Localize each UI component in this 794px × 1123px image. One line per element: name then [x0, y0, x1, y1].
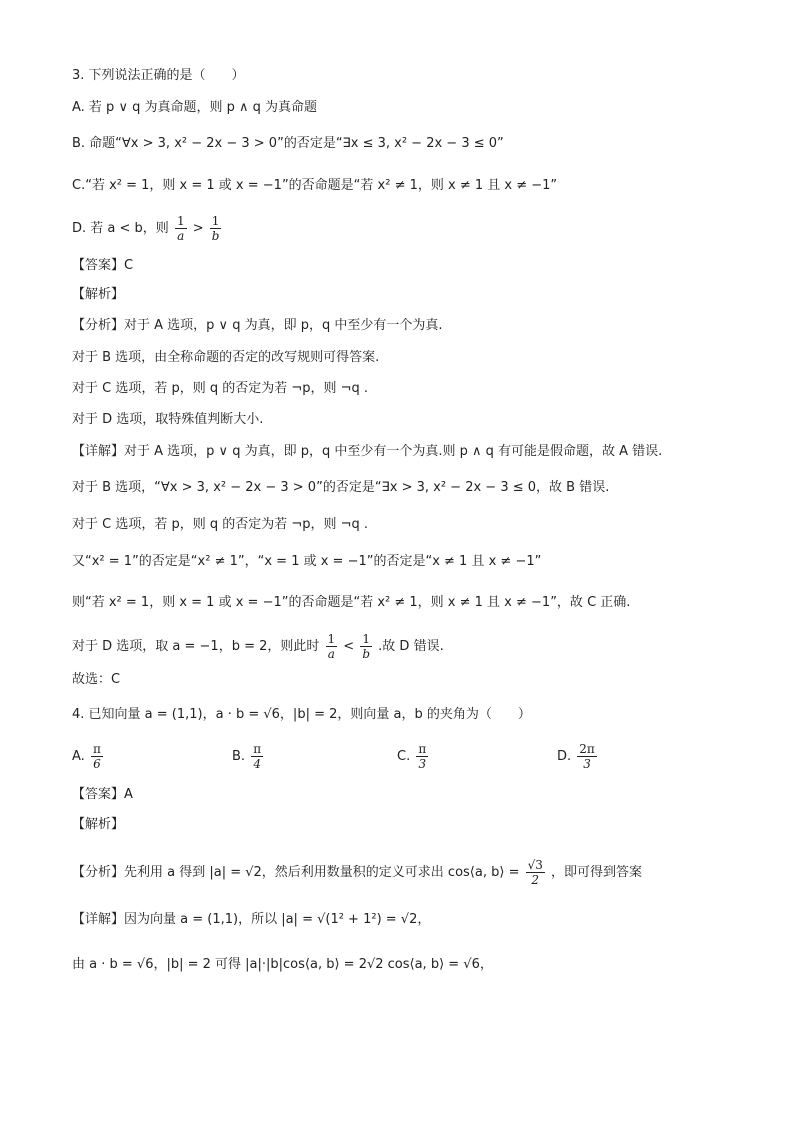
- q3-stem: 3. 下列说法正确的是（ ）: [72, 68, 245, 83]
- q3-fenxi-1: 【分析】对于 A 选项，p ∨ q 为真，即 p，q 中至少有一个为真.: [72, 318, 443, 333]
- q3-xiangjie-1: 【详解】对于 A 选项，p ∨ q 为真，即 p，q 中至少有一个为真.则 p ∧ q 有可能是假命题，故 A 错误.: [72, 444, 663, 459]
- q4-option-b: [232, 742, 265, 771]
- q3-xiangjie-6-fraction-2: $\frac{1}{b}$: [362, 632, 371, 661]
- q4-xiangjie-1: 【详解】因为向量 a = (1,1)，所以 |a| = √(1² + 1²) = √2，: [72, 912, 431, 927]
- q4-option-a: [72, 742, 105, 771]
- q4-option-c-label: C.: [397, 749, 411, 764]
- q4-option-d: [557, 742, 599, 771]
- q4-option-b-label: B.: [232, 749, 246, 764]
- q3-xiangjie-6-prefix: 对于 D 选项，取 a = −1，b = 2，则此时: [72, 639, 320, 654]
- q4-option-b-fraction: $\frac{\pi}{4}$: [253, 742, 262, 771]
- q4-option-a-fraction: $\frac{\pi}{6}$: [92, 742, 101, 771]
- q3-option-b: B. 命题“∀x > 3, x² − 2x − 3 > 0”的否定是“∃x ≤ 3, x² − 2x − 3 ≤ 0”: [72, 136, 504, 151]
- q4-option-c-fraction: $\frac{\pi}{3}$: [418, 742, 427, 771]
- q4-fenxi-fraction: $\frac{√3}{2}$: [527, 858, 543, 887]
- q4-option-a-label: A.: [72, 749, 85, 764]
- q3-option-d-prefix: D. 若 a < b，则: [72, 221, 169, 236]
- q3-option-d-fraction-1: $\frac{1}{a}$: [176, 214, 185, 243]
- q4-fenxi-prefix: 【分析】先利用 a 得到 |a| = √2，然后利用数量积的定义可求出 cos⟨a, b⟩ =: [72, 865, 520, 880]
- q3-option-d-gt: >: [192, 221, 204, 236]
- q3-option-a: A. 若 p ∨ q 为真命题，则 p ∧ q 为真命题: [72, 100, 318, 115]
- q3-xiangjie-6-fraction-1: $\frac{1}{a}$: [327, 632, 336, 661]
- q3-xiangjie-6: [72, 632, 444, 661]
- q3-option-d-fraction-2: $\frac{1}{b}$: [211, 214, 220, 243]
- q3-answer: 【答案】C: [72, 258, 134, 273]
- q3-option-d: [72, 214, 223, 243]
- q3-option-c: C.“若 x² = 1，则 x = 1 或 x = −1”的否命题是“若 x² ≠ 1，则 x ≠ 1 且 x ≠ −1”: [72, 178, 558, 193]
- q4-xiangjie-2: 由 a · b = √6，|b| = 2 可得 |a|·|b|cos⟨a, b⟩ = 2√2 cos⟨a, b⟩ = √6，: [72, 957, 493, 972]
- q3-xiangjie-3: 对于 C 选项，若 p，则 q 的否定为若 ¬p，则 ¬q .: [72, 517, 369, 532]
- q4-fenxi: [72, 858, 642, 887]
- q3-xiangjie-6-lt: <: [343, 639, 355, 654]
- q4-option-d-fraction: $\frac{2\pi}{3}$: [579, 742, 595, 771]
- q4-option-d-label: D.: [557, 749, 572, 764]
- q3-jiexi-heading: 【解析】: [72, 287, 125, 302]
- q3-fenxi-2: 对于 B 选项，由全称命题的否定的改写规则可得答案.: [72, 350, 380, 365]
- q4-option-c: [397, 742, 430, 771]
- q4-jiexi-heading: 【解析】: [72, 817, 125, 832]
- q4-fenxi-suffix: ，即可得到答案: [551, 865, 643, 880]
- q3-xiangjie-2: 对于 B 选项，“∀x > 3, x² − 2x − 3 > 0”的否定是“∃x > 3, x² − 2x − 3 ≤ 0，故 B 错误.: [72, 480, 610, 495]
- q3-fenxi-4: 对于 D 选项，取特殊值判断大小.: [72, 412, 264, 427]
- q4-answer: 【答案】A: [72, 787, 133, 802]
- q4-stem: 4. 已知向量 a = (1,1)，a · b = √6，|b| = 2，则向量 a，b 的夹角为（ ）: [72, 707, 531, 722]
- q3-xiangjie-5: 则“若 x² = 1，则 x = 1 或 x = −1”的否命题是“若 x² ≠ 1，则 x ≠ 1 且 x ≠ −1”，故 C 正确.: [72, 595, 631, 610]
- q3-fenxi-3: 对于 C 选项，若 p，则 q 的否定为若 ¬p，则 ¬q .: [72, 381, 369, 396]
- q3-xiangjie-6-suffix: .故 D 错误.: [378, 639, 444, 654]
- q3-xiangjie-4: 又“x² = 1”的否定是“x² ≠ 1”，“x = 1 或 x = −1”的否定是“x ≠ 1 且 x ≠ −1”: [72, 554, 542, 569]
- q3-guxuan: 故选：C: [72, 672, 121, 687]
